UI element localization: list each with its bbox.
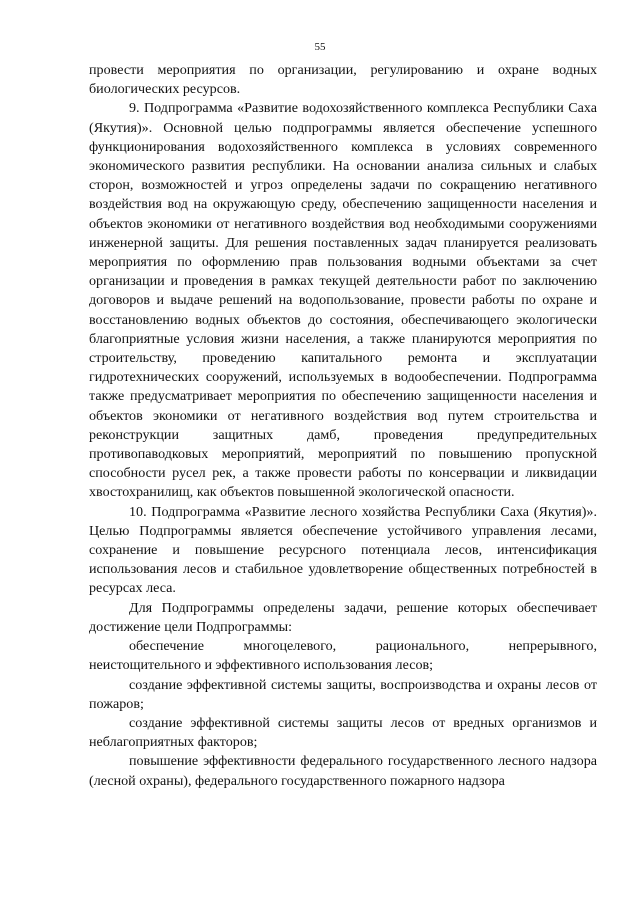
list-item: повышение эффективности федерального государственного лесного надзора (лесной охраны), федерального государственного пожарного надзора: [89, 753, 597, 789]
list-item: обеспечение многоцелевого, рационального, непрерывного, неистощительного и эффективного использования лесов;: [89, 638, 597, 674]
paragraph: 9. Подпрограмма «Развитие водохозяйственного комплекса Республики Саха (Якутия)». Основной целью подпрограммы является обеспечение успешного функционирования водохозяйственного комплекса в условиях современного экономического развития республики. На основании анализа сильных и слабых сторон, возможностей и угроз определены задачи по сокращению негативного воздействия вод на окружающую среду, обеспечению защищенности населения и объектов экономики от негативного воздействия вод необходимыми сооружениями инженерной защиты. Для решения поставленных задач планируется реализовать мероприятия по оформлению прав пользования водными объектами за счет организации и проведения в рамках текущей деятельности работ по заключению договоров и выдаче решений на водопользование, провести работы по охране и восстановлению водных объектов до состояния, обеспечивающего экологически благоприятные условия жизни населения, а также планируются мероприятия по строительству, проведению капитального ремонта и эксплуатации гидротехнических сооружений, используемых в водообеспечении. Подпрограмма также предусматривает мероприятия по обеспечению защищенности населения и объектов экономики от негативного воздействия вод путем строительства и реконструкции защитных дамб, проведения предупредительных противопаводковых мероприятий, мероприятий по повышению пропускной способности русел рек, а также провести работы по консервации и ликвидации хвостохранилищ, как объектов повышенной экологической опасности.: [89, 100, 597, 501]
page-number: 55: [314, 41, 326, 53]
document-body: [89, 61, 597, 791]
list-item: создание эффективной системы защиты лесов от вредных организмов и неблагоприятных факторов;: [89, 714, 597, 751]
paragraph: провести мероприятия по организации, регулированию и охране водных биологических ресурсов.: [89, 62, 597, 98]
list-item: создание эффективной системы защиты, воспроизводства и охраны лесов от пожаров;: [89, 676, 597, 712]
paragraph: 10. Подпрограмма «Развитие лесного хозяйства Республики Саха (Якутия)». Целью Подпрограммы является обеспечение устойчивого управления лесами, сохранение и повышение ресурсного потенциала лесов, интенсификация использования лесов и стабильное удовлетворение общественных потребностей в ресурсах леса.: [89, 503, 597, 597]
paragraph: Для Подпрограммы определены задачи, решение которых обеспечивает достижение цели Подпрограммы:: [89, 599, 597, 635]
